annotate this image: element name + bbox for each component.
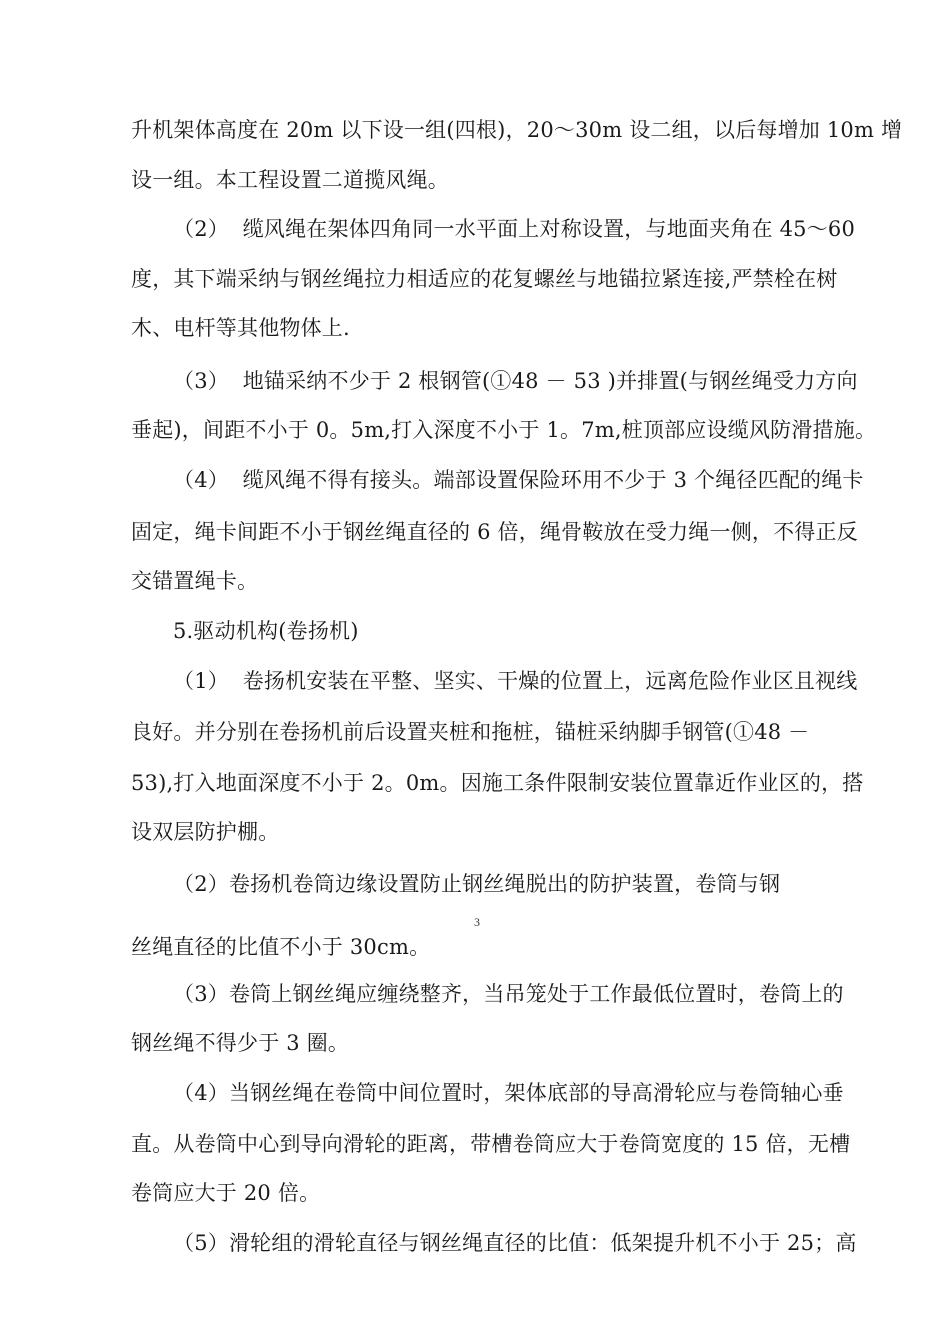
- text-line: 垂起)，间距不小于 0。5m,打入深度不小于 1。7m,桩顶部应设缆风防滑措施。: [131, 418, 877, 442]
- text-line: 度，其下端采纳与钢丝绳拉力相适应的花复螺丝与地锚拉紧连接,严禁栓在树: [131, 267, 838, 291]
- text-line: 卷筒应大于 20 倍。: [131, 1181, 321, 1205]
- text-line: 升机架体高度在 20m 以下设一组(四根)，20～30m 设二组，以后每增加 10m 增: [131, 118, 903, 142]
- text-line: 丝绳直径的比值不小于 30cm。: [131, 935, 431, 959]
- text-line: （1） 卷扬机安装在平整、坚实、干燥的位置上，远离危险作业区且视线: [173, 669, 858, 693]
- text-line: （4）当钢丝绳在卷筒中间位置时，架体底部的导高滑轮应与卷筒轴心垂: [173, 1081, 844, 1105]
- text-line: （2）卷扬机卷筒边缘设置防止钢丝绳脱出的防护装置，卷筒与钢: [173, 872, 781, 896]
- text-line: 交错置绳卡。: [131, 569, 259, 593]
- text-line: （2） 缆风绳在架体四角同一水平面上对称设置，与地面夹角在 45～60: [173, 217, 856, 241]
- text-line: （3） 地锚采纳不少于 2 根钢管(①48 － 53 )并排置(与钢丝绳受力方向: [173, 369, 858, 393]
- text-line: 设双层防护棚。: [131, 820, 280, 844]
- text-line: 53),打入地面深度不小于 2。0m。因施工条件限制安装位置靠近作业区的，搭: [131, 771, 864, 795]
- text-line: （5）滑轮组的滑轮直径与钢丝绳直径的比值：低架提升机不小于 25；高: [173, 1231, 857, 1255]
- page-number: 3: [474, 915, 480, 929]
- text-line: （3）卷筒上钢丝绳应缠绕整齐，当吊笼处于工作最低位置时，卷筒上的: [173, 982, 844, 1006]
- text-line: 良好。并分别在卷扬机前后设置夹桩和拖桩，锚桩采纳脚手钢管(①48 －: [131, 720, 810, 744]
- text-line: 钢丝绳不得少于 3 圈。: [131, 1031, 350, 1055]
- text-line: 固定，绳卡间距不小于钢丝绳直径的 6 倍，绳骨鞍放在受力绳一侧，不得正反: [131, 520, 858, 544]
- text-line: 木、电杆等其他物体上.: [131, 316, 350, 340]
- text-line: 设一组。本工程设置二道揽风绳。: [131, 168, 449, 192]
- text-line: 直。从卷筒中心到导向滑轮的距离，带槽卷筒应大于卷筒宽度的 15 倍，无槽: [131, 1132, 851, 1156]
- text-line: （4） 缆风绳不得有接头。端部设置保险环用不少于 3 个绳径匹配的绳卡: [173, 468, 864, 492]
- section-heading: 5.驱动机构(卷扬机): [173, 619, 359, 643]
